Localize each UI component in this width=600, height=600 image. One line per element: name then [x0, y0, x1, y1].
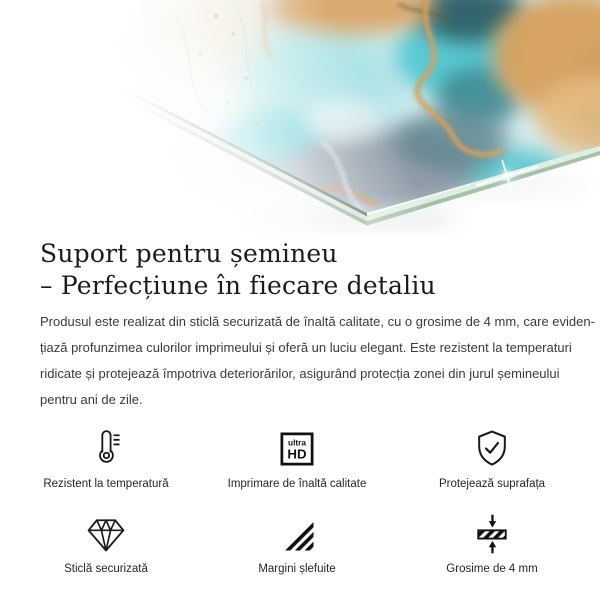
- description-line: pentru ani de zile.: [40, 392, 143, 407]
- product-details-section: [0, 238, 600, 575]
- product-image: [0, 0, 600, 235]
- feature-label: Grosime de 4 mm: [446, 563, 538, 575]
- feature-print-quality: [192, 425, 402, 490]
- glass-panel-illustration: [0, 0, 600, 235]
- feature-label: Margini șlefuite: [258, 563, 336, 575]
- diamond-icon: [84, 510, 128, 556]
- product-description: [40, 309, 595, 413]
- feature-label: Sticlă securizată: [64, 563, 148, 575]
- feature-thickness: [402, 510, 582, 575]
- description-line: ridicate și protejează împotriva deteriorărilor, asigurând protecția zonei din jurul șemineului: [40, 366, 560, 381]
- feature-polished-edges: [192, 510, 402, 575]
- feature-label: Imprimare de înaltă calitate: [227, 478, 367, 490]
- feature-label: Protejează suprafața: [438, 478, 546, 490]
- description-line: țiază profunzimea culorilor imprimeului și oferă un luciu elegant. Este rezistent la temperaturi: [40, 340, 572, 355]
- description-line: Produsul este realizat din sticlă securizată de înaltă calitate, cu o grosime de 4 mm, care eviden-: [40, 314, 595, 329]
- ultra-hd-icon-text-bottom: HD: [287, 446, 307, 462]
- shield-check-icon: [470, 425, 514, 471]
- thickness-4mm-icon: [470, 510, 514, 556]
- features-grid: [20, 425, 578, 575]
- page-title: [40, 238, 578, 302]
- feature-label: Rezistent la temperatură: [43, 478, 169, 490]
- page-title-line2: – Perfecțiune în fiecare detaliu: [40, 271, 436, 300]
- ultra-hd-icon: [275, 425, 319, 471]
- polished-edges-icon: [275, 510, 319, 556]
- feature-protection: [402, 425, 582, 490]
- ultra-hd-icon-text-top: ultra: [288, 438, 306, 448]
- feature-temperature: [20, 425, 192, 490]
- feature-tempered-glass: [20, 510, 192, 575]
- thermometer-icon: [84, 425, 128, 471]
- page-title-line1: Suport pentru șemineu: [40, 239, 338, 268]
